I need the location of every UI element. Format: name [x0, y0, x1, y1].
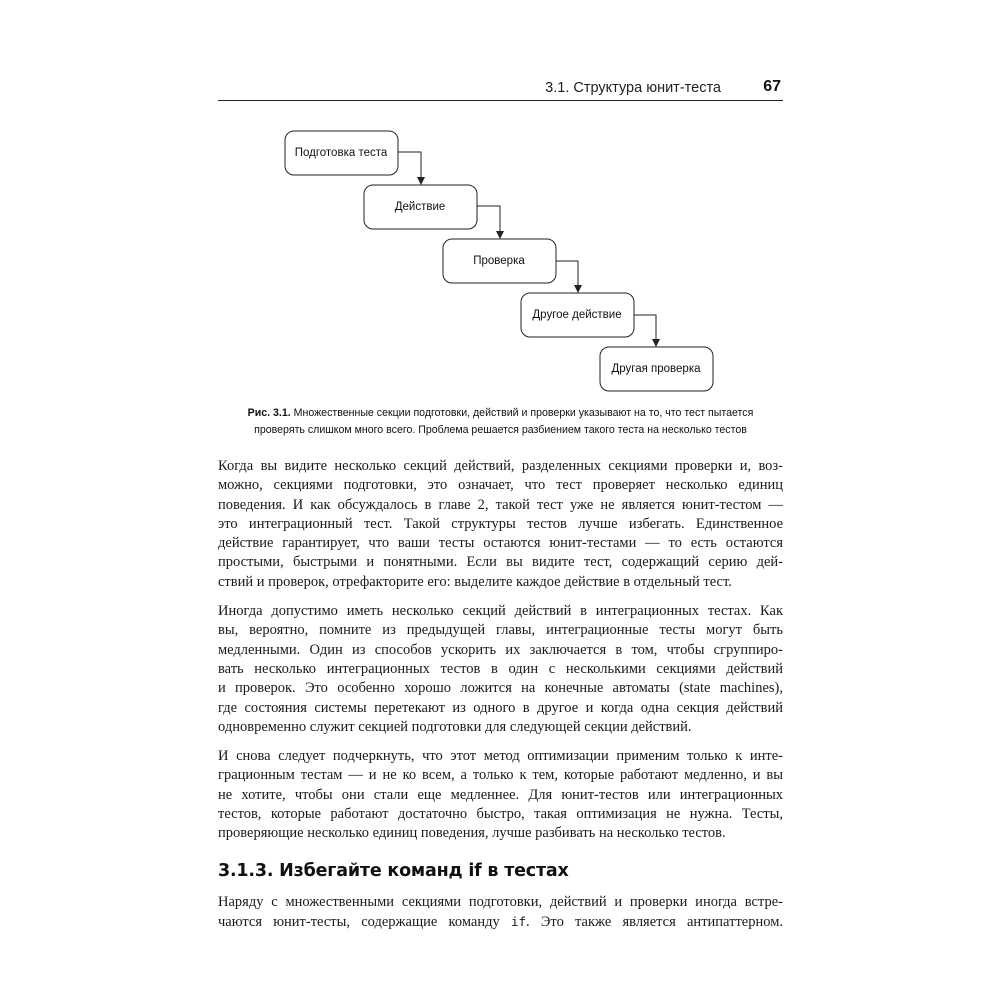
text-line: не хотите, чтобы они стали еще медленнее. Для юнит-тестов или интеграционных: [218, 786, 783, 803]
flow-box-label-1: Подготовка теста: [294, 147, 388, 160]
flow-box-label-3: Проверка: [473, 255, 525, 268]
flow-arrow-2: [477, 206, 500, 238]
text-line: Когда вы видите несколько секций действий, разделенных секциями проверки и, воз-: [218, 458, 783, 474]
paragraph-4: [218, 893, 783, 933]
section-heading: 3.1.3. Избегайте команд if в тестах: [218, 860, 569, 881]
figure-caption: [218, 405, 783, 439]
flow-box-label-2: Действие: [394, 201, 446, 214]
text-fragment: чаются юнит-тесты, содержащие команду: [218, 914, 511, 931]
text-line: можно, секциями подготовки, это означает, что тест проверяет несколько единиц: [218, 477, 783, 494]
flow-arrow-4: [634, 315, 656, 346]
flow-box-1: [285, 131, 398, 175]
text-line: простыми, быстрыми и понятными. Если вы видите тест, содержащий серию дей-: [218, 554, 783, 571]
text-line: тестов, которые работают достаточно быстро, такая оптимизация не нужна. Тесты,: [218, 806, 783, 823]
text-line: Наряду с множественными секциями подготовки, действий и проверки иногда встре-: [218, 893, 783, 910]
flow-diagram: [0, 0, 1000, 400]
text-line: вать несколько интеграционных тестов в один с несколькими секциями действий: [218, 660, 783, 677]
paragraph-3: [218, 747, 783, 843]
paragraph-2: [218, 602, 783, 737]
flow-box-label-5: Другая проверка: [611, 363, 701, 376]
flow-box-2: [364, 185, 477, 229]
running-header-section-title: 3.1. Структура юнит-теста: [545, 80, 721, 96]
figure-caption-line-1: Множественные секции подготовки, действий и проверки указывают на то, что тест пытается: [290, 407, 754, 419]
text-line-with-code: [218, 912, 783, 932]
flow-arrow-1: [398, 152, 421, 184]
figure-caption-line-2: проверять слишком много всего. Проблема решается разбиением такого теста на несколько тестов: [254, 424, 747, 436]
figure-caption-label: Рис. 3.1.: [247, 407, 291, 419]
text-line: это интеграционный тест. Такой структуры тестов лучше избегать. Единственное: [218, 515, 783, 532]
text-line: одновременно служит секцией подготовки для следующей секции действий.: [218, 718, 692, 735]
text-line: медленными. Один из способов ускорить их заключается в том, чтобы сгруппиро-: [218, 641, 783, 658]
text-line: вы, вероятно, помните из предыдущей главы, интеграционные тесты могут быть: [218, 622, 783, 639]
flow-box-label-4: Другое действие: [532, 309, 622, 322]
inline-code: if: [510, 914, 527, 930]
text-line: действие гарантирует, что ваши тесты остаются юнит-тестами — то есть остаются: [218, 535, 783, 552]
flow-box-3: [443, 239, 556, 283]
flow-box-5: [600, 347, 713, 391]
text-line: поведения. И как обсуждалось в главе 2, такой тест уже не является юнит-тестом —: [218, 496, 783, 513]
text-fragment: . Это также является антипаттерном.: [526, 914, 783, 931]
text-line: ствий и проверок, отрефакторите его: выделите каждое действие в отдельный тест.: [218, 573, 732, 590]
text-line: грационным тестам — и не ко всем, а только к тем, которые работают медленно, и вы: [218, 767, 783, 784]
body-text: [218, 457, 783, 933]
text-line: где состояния системы перетекают из одного в другое и когда одна секция действий: [218, 699, 783, 716]
paragraph-1: [218, 457, 783, 592]
text-line: Иногда допустимо иметь несколько секций действий в интеграционных тестах. Как: [218, 603, 783, 620]
page-number: 67: [763, 78, 781, 95]
figure-3-1: [0, 0, 1000, 460]
flow-arrow-3: [556, 261, 578, 292]
flow-box-4: [521, 293, 634, 337]
text-line: и проверок. Это особенно хорошо ложится на конечные автоматы (state machines),: [218, 680, 783, 697]
text-line: И снова следует подчеркнуть, что этот метод оптимизации применим только к инте-: [218, 748, 783, 765]
text-line: проверяющие несколько единиц поведения, лучше разбивать на несколько тестов.: [218, 825, 726, 842]
